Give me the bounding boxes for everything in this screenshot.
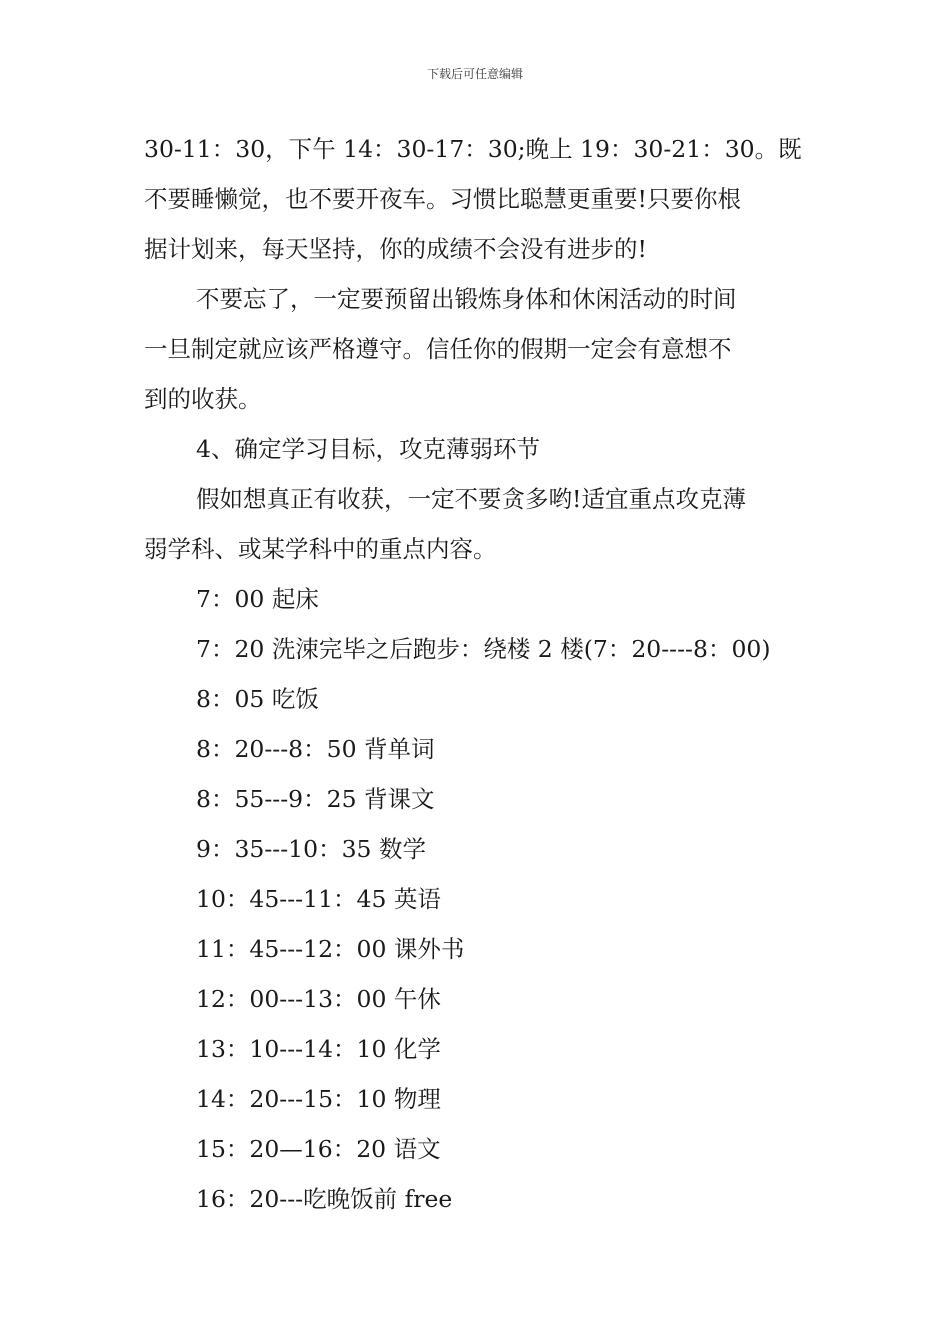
section-heading: 4、确定学习目标，攻克薄弱环节	[196, 435, 540, 463]
schedule-item: 10：45---11：45 英语	[196, 885, 441, 913]
paragraph-line: 30-11：30，下午 14：30-17：30;晚上 19：30-21：30。既	[144, 135, 802, 163]
schedule-item: 7：20 洗涑完毕之后跑步：绕楼 2 楼(7：20----8：00)	[196, 635, 771, 663]
paragraph-line: 不要忘了，一定要预留出锻炼身体和休闲活动的时间	[196, 285, 737, 313]
schedule-item: 7：00 起床	[196, 585, 319, 613]
paragraph-line: 弱学科、或某学科中的重点内容。	[144, 535, 497, 563]
schedule-item: 11：45---12：00 课外书	[196, 935, 465, 963]
paragraph-line: 一旦制定就应该严格遵守。信任你的假期一定会有意想不	[144, 335, 732, 363]
schedule-list	[144, 574, 808, 1224]
page-header: 下载后可任意编辑	[426, 67, 523, 81]
paragraph-line: 假如想真正有收获，一定不要贪多哟!适宜重点攻克薄	[196, 485, 746, 513]
schedule-item: 14：20---15：10 物理	[196, 1085, 441, 1113]
paragraph-line: 据计划来，每天坚持，你的成绩不会没有进步的!	[144, 235, 647, 263]
schedule-item: 8：20---8：50 背单词	[196, 735, 435, 763]
schedule-item: 8：05 吃饭	[196, 685, 319, 713]
schedule-item: 8：55---9：25 背课文	[196, 785, 435, 813]
paragraph-line: 不要睡懒觉，也不要开夜车。习惯比聪慧更重要!只要你根	[144, 185, 741, 213]
schedule-item: 15：20—16：20 语文	[196, 1135, 441, 1163]
schedule-item: 12：00---13：00 午休	[196, 985, 441, 1013]
document-body	[144, 124, 808, 1224]
schedule-item: 9：35---10：35 数学	[196, 835, 426, 863]
schedule-item: 16：20---吃晚饭前 free	[196, 1185, 453, 1213]
schedule-item: 13：10---14：10 化学	[196, 1035, 441, 1063]
paragraph-line: 到的收获。	[144, 385, 262, 413]
